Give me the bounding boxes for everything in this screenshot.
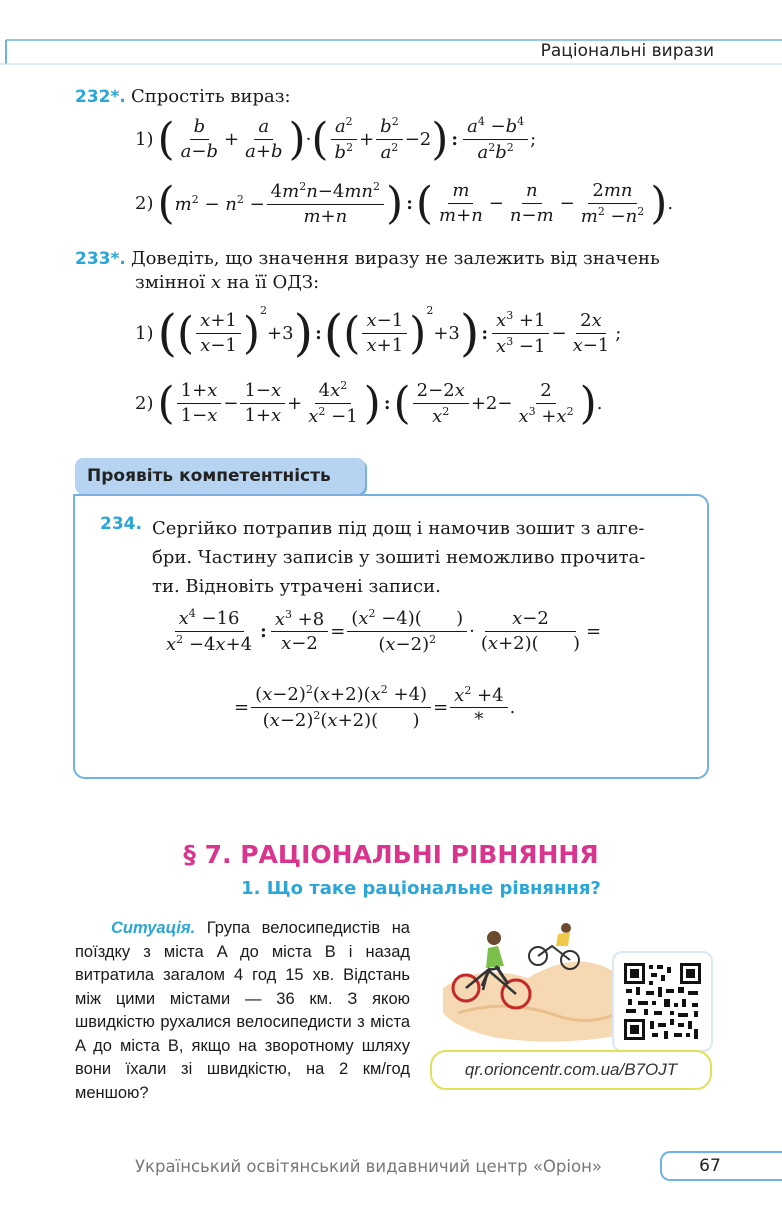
qr-link-text[interactable]: qr.orioncentr.com.ua/B7OJT (464, 1060, 678, 1079)
item-label: 2) (135, 193, 154, 214)
formula-232-1: 1) ( $\frac{b}{a-b}$ + $\frac{a}{a+b}$ ) · ( $\frac{a^2}{b^2}$ + $\frac{b^2}{a^2}$ −2 ) : $\frac{a^4 -b^4}{a^2b^2}$ ; (135, 114, 537, 165)
problem-233-line2: змінної x на її ОДЗ: (135, 272, 320, 293)
formula-234-line1: $\frac{x^4 -16}{x^2 -4x+4}$ : $\frac{x^3 +8}{x-2}$ = $\frac{(x^2 -4)( )}{(x-2)^2}$ · $\frac{x-2}{(x+2)( )}$ = (166, 607, 602, 655)
item-label: 1) (135, 129, 154, 150)
problem-text: Спростіть вираз: (130, 86, 291, 107)
running-header-title: Раціональні вирази (540, 41, 714, 61)
formula-233-1: 1) ( ( $\frac{x+1}{x-1}$ ) $^2$ +3 ) : ( ( $\frac{x-1}{x+1}$ ) $^2$ +3 ) : $\frac{x^3 +1}{x^3 -1}$ − $\frac{2x}{x-1}$ ; (135, 304, 622, 362)
problem-number: 234. (100, 514, 142, 534)
footer-publisher: Український освітянський видавничий центр «Оріон» (135, 1157, 602, 1176)
page-number: 67 (699, 1156, 721, 1176)
problem-number: 233*. (75, 249, 126, 269)
problem-number: 232*. (75, 87, 126, 107)
situation-paragraph (75, 917, 410, 1105)
section-title: § 7. РАЦІОНАЛЬНІ РІВНЯННЯ (183, 840, 599, 869)
problem-234-text: Сергійко потрапив під дощ і намочив зошит з алге- бри. Частину записів у зошиті неможливо прочита- ти. Відновіть утрачені записи. (152, 518, 646, 597)
formula-232-2: 2) ( $m^2 - n^2$ − $\frac{4m^2n-4mn^2}{m+n}$ ) : ( $\frac{m}{m+n}$ − $\frac{n}{n-m}$ − $\frac{2mn}{m^2 -n^2}$ ) . (135, 178, 674, 229)
item-label: 1) (135, 322, 154, 344)
situation-label: Ситуація. (111, 919, 196, 937)
situation-text: Група велосипедистів на поїздку з міста A до міста B і назад витратила загалом 4 год 15 хв. Відстань між цими містами — 36 км. З якою швидкістю рухалися велосипедисти з міста A до міста B, якщо на зворотному шляху вони їхали зі швидкістю, на 2 км/год меншою? (75, 919, 410, 1102)
formula-234-line2: = $\frac{(x-2)^2(x+2)(x^2 +4)}{(x-2)^2(x+2)( )}$ = $\frac{x^2 +4}{*}$ . (234, 683, 516, 731)
formula-233-2: 2) ( $\frac{1+x}{1-x}$ − $\frac{1-x}{1+x}$ + $\frac{4x^2}{x^2 -1}$ ) : ( $\frac{2-2x}{x^2}$ +2− $\frac{2}{x^3 +x^2}$ ) . (135, 378, 603, 429)
competence-tab-label: Проявіть компетентність (87, 466, 331, 486)
problem-232-statement (75, 86, 291, 107)
qr-code-icon[interactable] (624, 963, 701, 1040)
problem-234-statement (100, 514, 690, 601)
subsection-title: 1. Що таке раціональне рівняння? (241, 878, 601, 899)
problem-text: Доведіть, що значення виразу не залежить від значень (130, 248, 660, 269)
problem-233-statement (75, 248, 660, 269)
item-label: 2) (135, 393, 154, 414)
cyclists-illustration (438, 918, 618, 1046)
